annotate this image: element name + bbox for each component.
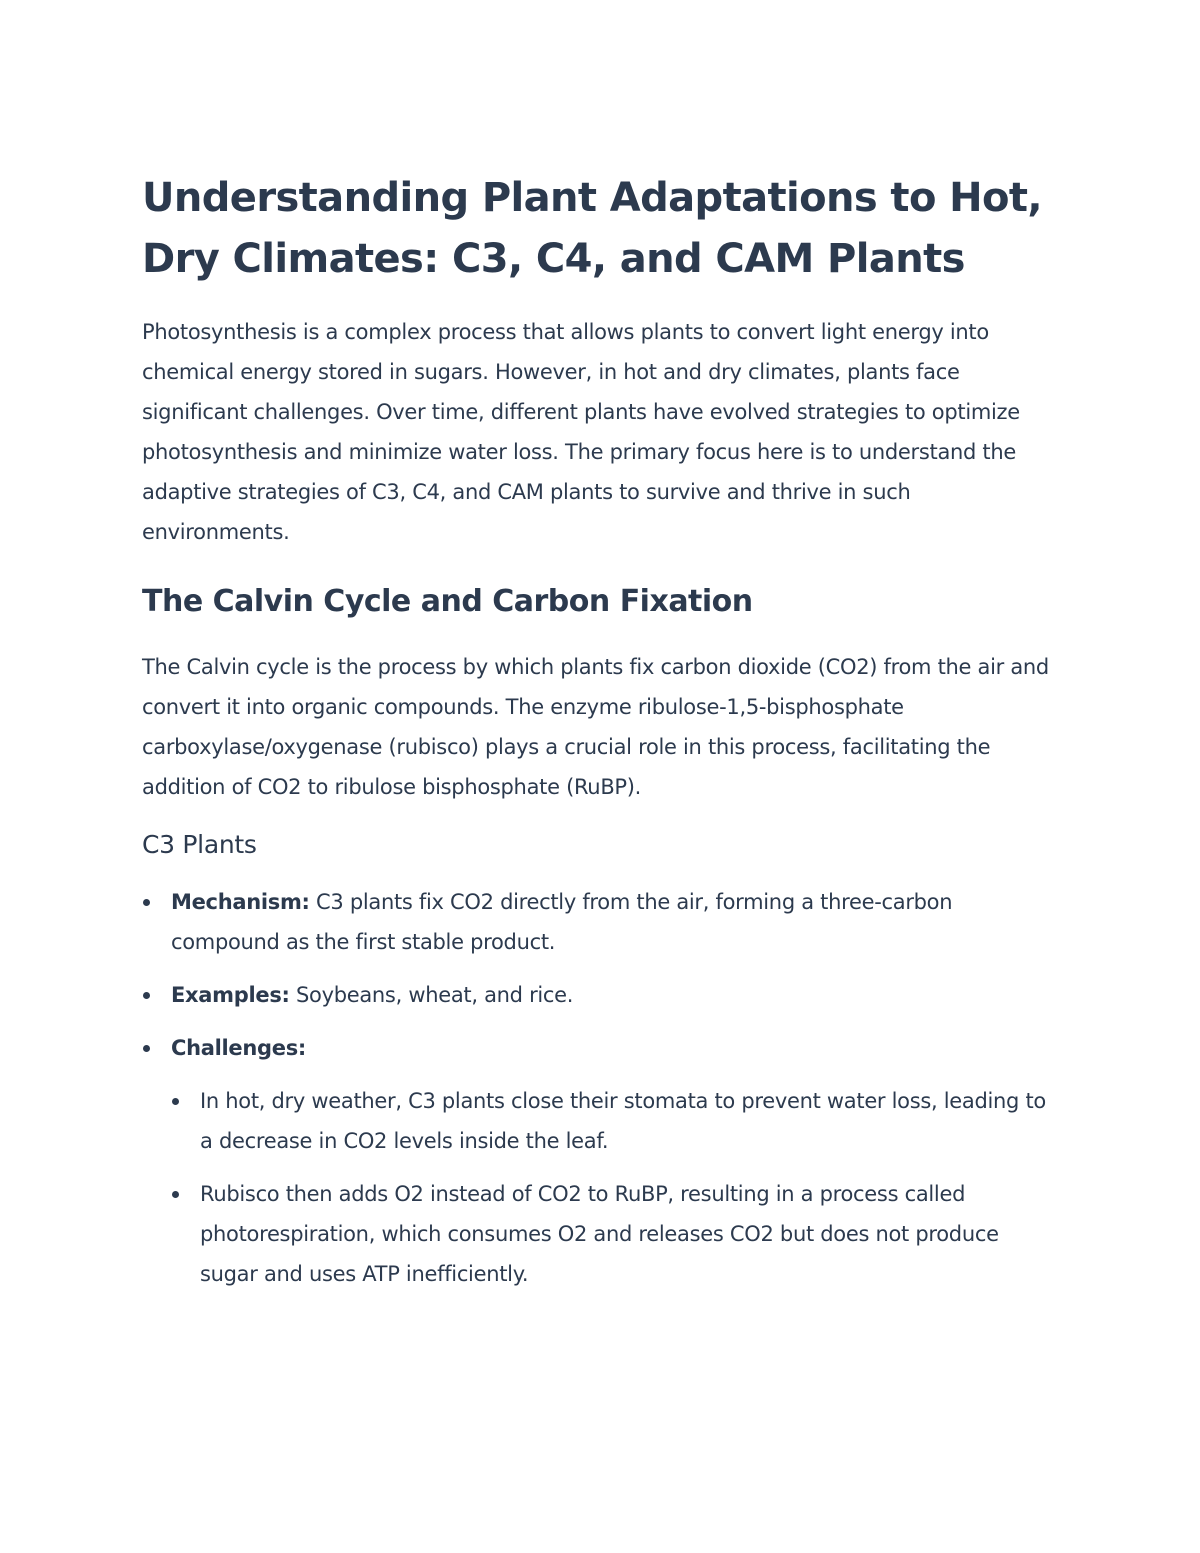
list-item-text: C3 plants fix CO2 directly from the air, forming a three-carbon compound as the first stable product.: [171, 890, 953, 954]
challenges-sublist: [171, 1081, 1057, 1294]
calvin-cycle-paragraph: The Calvin cycle is the process by which plants fix carbon dioxide (CO2) from the air and convert it into organic compounds. The enzyme ribulose-1,5-bisphosphate carboxylase/oxygenase (rubisco) plays a crucial role in this process, facilitating the addition of CO2 to ribulose bisphosphate (RuBP).: [142, 655, 1049, 799]
list-item-examples: [142, 975, 1057, 1015]
list-item-text: Soybeans, wheat, and rice.: [289, 983, 574, 1007]
list-item-term: Mechanism:: [171, 890, 310, 914]
challenge-item: In hot, dry weather, C3 plants close their stomata to prevent water loss, leading to a decrease in CO2 levels inside the leaf.: [171, 1081, 1057, 1161]
calvin-cycle-heading: The Calvin Cycle and Carbon Fixation: [142, 584, 753, 619]
challenge-item: Rubisco then adds O2 instead of CO2 to RuBP, resulting in a process called photorespiration, which consumes O2 and releases CO2 but does not produce sugar and uses ATP inefficiently.: [171, 1174, 1057, 1294]
intro-paragraph: Photosynthesis is a complex process that allows plants to convert light energy into chemical energy stored in sugars. However, in hot and dry climates, plants face significant challenges. Over time, different plants have evolved strategies to optimize photosynthesis and minimize water loss. The primary focus here is to understand the adaptive strategies of C3, C4, and CAM plants to survive and thrive in such environments.: [142, 320, 1020, 544]
document-title: Understanding Plant Adaptations to Hot, Dry Climates: C3, C4, and CAM Plants: [142, 175, 1043, 282]
document-page: [142, 168, 1057, 1307]
list-item-mechanism: [142, 882, 1057, 962]
list-item-term: Challenges:: [171, 1036, 306, 1060]
c3-plants-heading: C3 Plants: [142, 830, 257, 859]
list-item-term: Examples:: [171, 983, 290, 1007]
c3-plants-list: [142, 882, 1057, 1294]
list-item-challenges: [142, 1028, 1057, 1294]
